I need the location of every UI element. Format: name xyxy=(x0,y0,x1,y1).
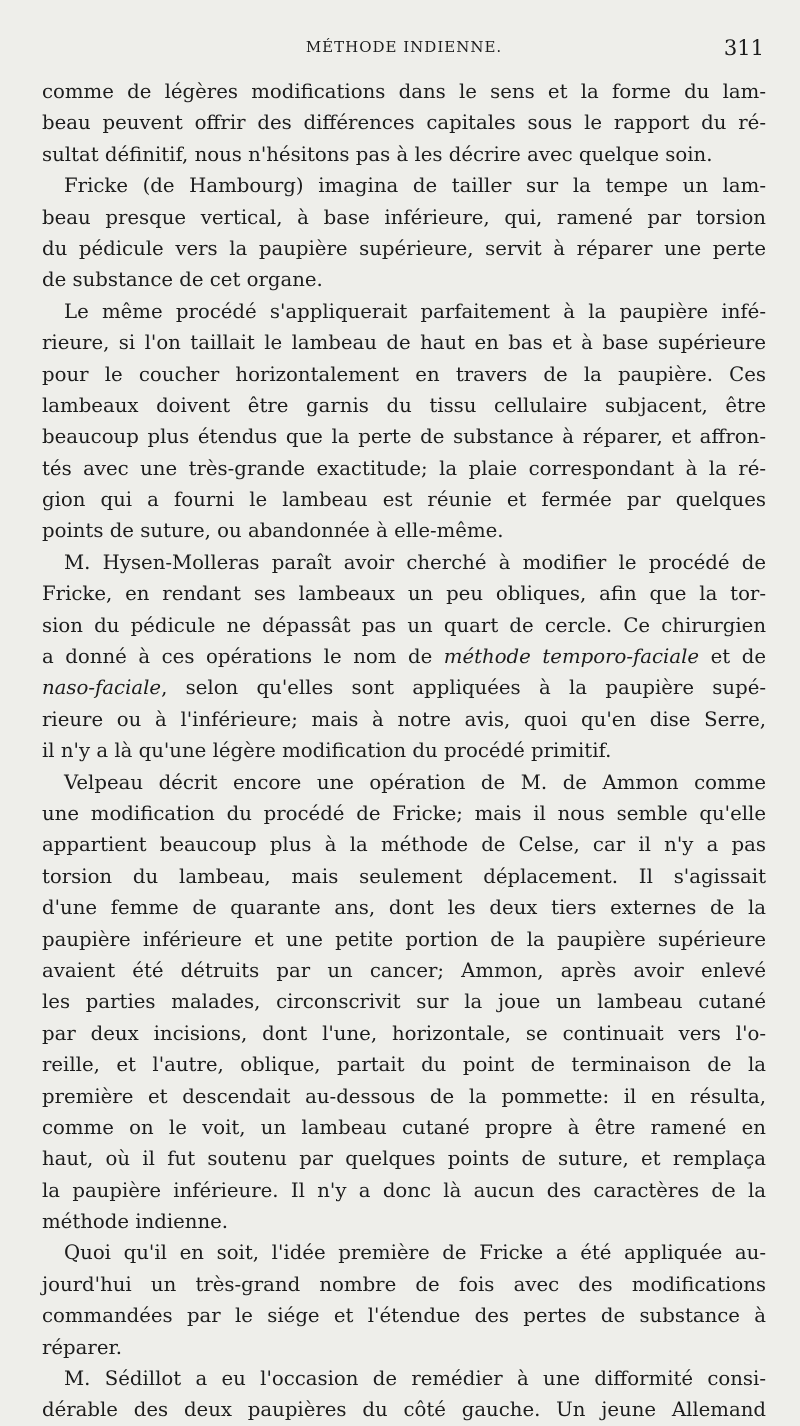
text-segment: , selon qu'elles sont appliquées à la paupière supé- xyxy=(161,676,766,700)
text-line: M. Sédillot a eu l'occasion de remédier à une difformité consi- xyxy=(64,1367,766,1391)
text-line: torsion du lambeau, mais seulement déplacement. Il s'agissait xyxy=(42,864,766,888)
text-line: la paupière inférieure. Il n'y a donc là aucun des caractères de la xyxy=(42,1178,766,1202)
text-line: sion du pédicule ne dépassât pas un quart de cercle. Ce chirurgien xyxy=(42,613,766,637)
text-line: paupière inférieure et une petite portion de la paupière supérieure xyxy=(42,927,766,951)
text-line: d'une femme de quarante ans, dont les deux tiers externes de la xyxy=(42,896,766,920)
text-line xyxy=(42,672,766,703)
text-line: de substance de cet organe. xyxy=(42,268,323,292)
text-line: Fricke, en rendant ses lambeaux un peu obliques, afin que la tor- xyxy=(42,582,766,606)
text-line: première et descendait au-dessous de la pommette: il en résulta, xyxy=(42,1084,766,1108)
text-line: jourd'hui un très-grand nombre de fois avec des modifications xyxy=(42,1272,766,1296)
text-line: une modification du procédé de Fricke; mais il nous semble qu'elle xyxy=(42,801,766,825)
text-line: dérable des deux paupières du côté gauche. Un jeune Allemand xyxy=(42,1398,766,1422)
text-line: méthode indienne. xyxy=(42,1210,229,1234)
text-line: rieure ou à l'inférieure; mais à notre avis, quoi qu'en dise Serre, xyxy=(42,707,766,731)
text-line: lambeaux doivent être garnis du tissu cellulaire subjacent, être xyxy=(42,393,766,417)
text-line: comme on le voit, un lambeau cutané propre à être ramené en xyxy=(42,1115,766,1139)
text-line: rieure, si l'on taillait le lambeau de haut en bas et à base supérieure xyxy=(42,331,766,355)
text-line: reille, et l'autre, oblique, partait du point de terminaison de la xyxy=(42,1053,766,1077)
text-line: Le même procédé s'appliquerait parfaitement à la paupière infé- xyxy=(64,299,766,323)
text-line: Fricke (de Hambourg) imagina de tailler sur la tempe un lam- xyxy=(64,174,766,198)
text-line: pour le coucher horizontalement en travers de la paupière. Ces xyxy=(42,362,766,386)
text-line: sultat définitif, nous n'hésitons pas à les décrire avec quelque soin. xyxy=(42,142,713,166)
text-line: réparer. xyxy=(42,1335,122,1359)
text-segment: et de xyxy=(699,645,766,669)
text-line: points de suture, ou abandonnée à elle-même. xyxy=(42,519,504,543)
page-number: 311 xyxy=(723,36,764,60)
text-line: comme de légères modifications dans le sens et la forme du lam- xyxy=(42,80,766,103)
text-line: M. Hysen-Molleras paraît avoir cherché à modifier le procédé de xyxy=(64,550,766,574)
text-line: appartient beaucoup plus à la méthode de Celse, car il n'y a pas xyxy=(42,833,766,857)
text-line: commandées par le siége et l'étendue des pertes de substance à xyxy=(42,1304,766,1328)
text-line: beaucoup plus étendus que la perte de substance à réparer, et affron- xyxy=(42,425,766,449)
text-line: Quoi qu'il en soit, l'idée première de Fricke a été appliquée au- xyxy=(64,1241,766,1265)
running-head-title: MÉTHODE INDIENNE. xyxy=(305,38,503,56)
running-head xyxy=(42,34,766,68)
text-line: Velpeau décrit encore une opération de M. de Ammon comme xyxy=(64,770,766,794)
text-line: les parties malades, circonscrivit sur la joue un lambeau cutané xyxy=(42,990,766,1014)
text-line: beau presque vertical, à base inférieure, qui, ramené par torsion xyxy=(42,205,766,229)
text-line: du pédicule vers la paupière supérieure, servit à réparer une perte xyxy=(42,236,766,260)
text-line: gion qui a fourni le lambeau est réunie et fermée par quelques xyxy=(42,488,766,512)
text-segment: a donné à ces opérations le nom de xyxy=(42,645,444,669)
text-line: avaient été détruits par un cancer; Ammon, après avoir enlevé xyxy=(42,958,766,982)
text-line xyxy=(42,641,766,672)
text-line: beau peuvent offrir des différences capitales sous le rapport du ré- xyxy=(42,111,766,135)
body-text xyxy=(42,76,766,1426)
italic-term: méthode temporo-faciale xyxy=(443,645,700,669)
text-line: il n'y a là qu'une légère modification du procédé primitif. xyxy=(42,739,612,763)
text-line: haut, où il fut soutenu par quelques points de suture, et remplaça xyxy=(42,1147,766,1171)
text-line: par deux incisions, dont l'une, horizontale, se continuait vers l'o- xyxy=(42,1021,766,1045)
italic-term: naso-faciale xyxy=(42,676,162,700)
text-line: tés avec une très-grande exactitude; la plaie correspondant à la ré- xyxy=(42,456,766,480)
